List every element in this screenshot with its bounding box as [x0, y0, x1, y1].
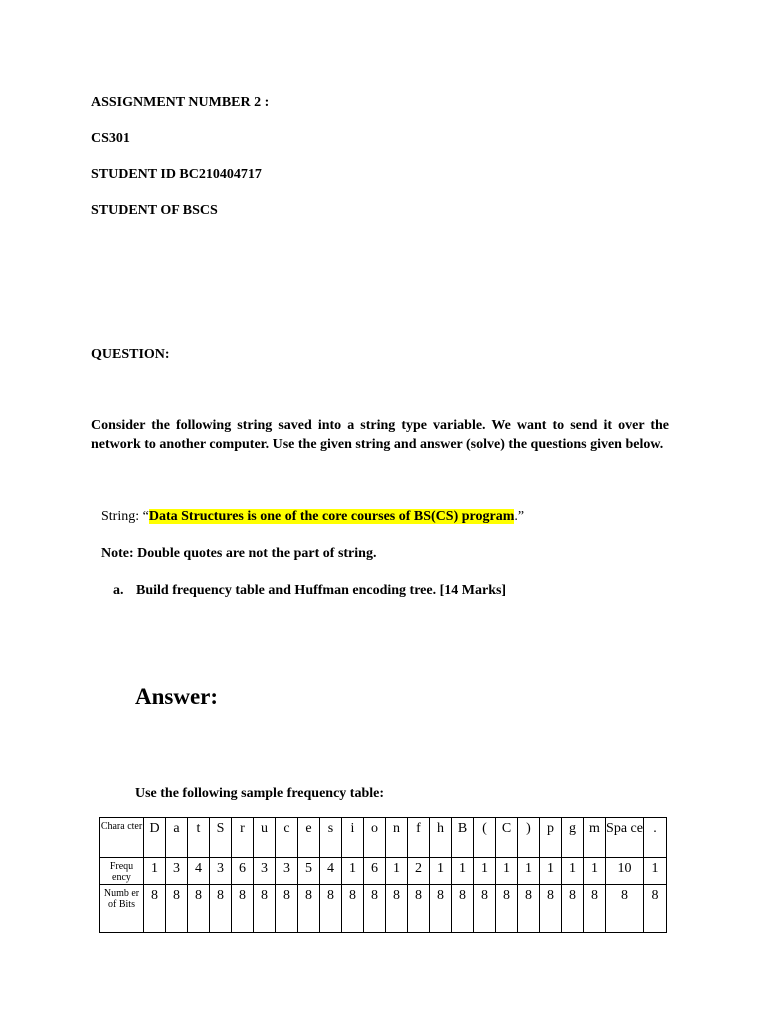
character-cell: o [364, 818, 386, 858]
character-cell: C [496, 818, 518, 858]
bits-cell: 8 [562, 885, 584, 933]
bits-cell: 8 [540, 885, 562, 933]
bits-row [100, 885, 667, 933]
frequency-cell: 6 [232, 858, 254, 885]
bits-cell: 8 [518, 885, 540, 933]
character-cell: ( [474, 818, 496, 858]
bits-cell: 8 [584, 885, 606, 933]
frequency-cell: 1 [644, 858, 667, 885]
frequency-cell: 1 [342, 858, 364, 885]
bits-cell: 8 [188, 885, 210, 933]
character-cell: c [276, 818, 298, 858]
bits-cell: 8 [430, 885, 452, 933]
character-cell: r [232, 818, 254, 858]
bits-cell: 8 [474, 885, 496, 933]
character-cell: B [452, 818, 474, 858]
bits-cell: 8 [386, 885, 408, 933]
answer-intro: Use the following sample frequency table: [135, 786, 384, 801]
character-cell: e [298, 818, 320, 858]
string-line [101, 508, 524, 526]
part-a-text: Build frequency table and Huffman encoding tree. [14 Marks] [136, 583, 507, 598]
student-program: STUDENT OF BSCS [91, 203, 218, 218]
character-cell: n [386, 818, 408, 858]
bits-cell: 8 [254, 885, 276, 933]
character-cell: g [562, 818, 584, 858]
frequency-cell: 1 [430, 858, 452, 885]
bits-cell: 8 [166, 885, 188, 933]
character-cell: u [254, 818, 276, 858]
character-cell: f [408, 818, 430, 858]
frequency-cell: 2 [408, 858, 430, 885]
character-cell: t [188, 818, 210, 858]
bits-cell: 8 [452, 885, 474, 933]
row-label: Numb er of Bits [100, 885, 144, 933]
string-suffix: .” [514, 509, 525, 524]
row-label: Chara cter [100, 818, 144, 858]
bits-cell: 8 [644, 885, 667, 933]
frequency-table [99, 817, 667, 933]
frequency-cell: 1 [386, 858, 408, 885]
frequency-cell: 6 [364, 858, 386, 885]
character-cell: D [144, 818, 166, 858]
character-row [100, 818, 667, 858]
frequency-cell: 1 [584, 858, 606, 885]
character-cell: i [342, 818, 364, 858]
character-cell: h [430, 818, 452, 858]
answer-heading: Answer: [135, 684, 219, 709]
bits-cell: 8 [232, 885, 254, 933]
character-cell: m [584, 818, 606, 858]
character-cell: s [320, 818, 342, 858]
string-prefix: String: “ [101, 509, 149, 524]
character-cell: Spa ce [606, 818, 644, 858]
bits-cell: 8 [606, 885, 644, 933]
bits-cell: 8 [144, 885, 166, 933]
character-cell: p [540, 818, 562, 858]
frequency-cell: 1 [496, 858, 518, 885]
bits-cell: 8 [298, 885, 320, 933]
character-cell: a [166, 818, 188, 858]
frequency-cell: 1 [474, 858, 496, 885]
frequency-cell: 1 [452, 858, 474, 885]
frequency-cell: 3 [210, 858, 232, 885]
note-text: Note: Double quotes are not the part of string. [101, 546, 377, 561]
bits-cell: 8 [364, 885, 386, 933]
part-a-marker: a. [113, 583, 124, 598]
character-cell: ) [518, 818, 540, 858]
character-cell: S [210, 818, 232, 858]
frequency-cell: 4 [188, 858, 210, 885]
frequency-cell: 1 [540, 858, 562, 885]
question-label: QUESTION: [91, 347, 170, 362]
bits-cell: 8 [408, 885, 430, 933]
bits-cell: 8 [342, 885, 364, 933]
row-label: Frequ ency [100, 858, 144, 885]
frequency-cell: 3 [254, 858, 276, 885]
frequency-cell: 5 [298, 858, 320, 885]
string-value: Data Structures is one of the core courses of BS(CS) program [148, 509, 515, 524]
character-cell: . [644, 818, 667, 858]
frequency-cell: 3 [276, 858, 298, 885]
frequency-cell: 1 [144, 858, 166, 885]
assignment-title: ASSIGNMENT NUMBER 2 : [91, 95, 270, 110]
frequency-cell: 1 [518, 858, 540, 885]
frequency-row [100, 858, 667, 885]
question-text: Consider the following string saved into a string type variable. We want to send it over the network to another computer. Use the given string and answer (solve) the questions given below. [91, 418, 669, 452]
frequency-cell: 3 [166, 858, 188, 885]
bits-cell: 8 [320, 885, 342, 933]
frequency-cell: 4 [320, 858, 342, 885]
bits-cell: 8 [210, 885, 232, 933]
frequency-cell: 1 [562, 858, 584, 885]
course-code: CS301 [91, 131, 130, 146]
bits-cell: 8 [276, 885, 298, 933]
student-id: STUDENT ID BC210404717 [91, 167, 262, 182]
bits-cell: 8 [496, 885, 518, 933]
frequency-cell: 10 [606, 858, 644, 885]
